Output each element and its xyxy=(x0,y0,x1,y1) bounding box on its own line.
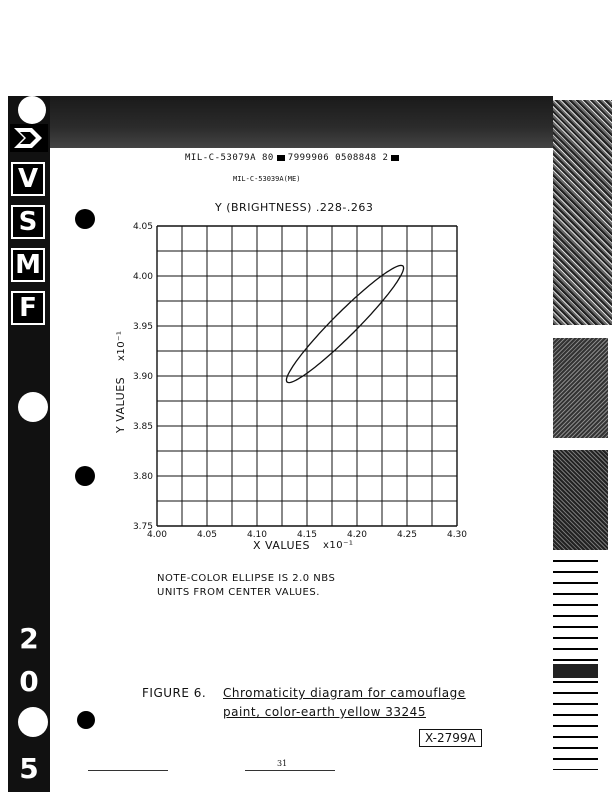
document-subheader: MIL-C-53039A(ME) xyxy=(233,175,301,183)
y-axis-label: Y VALUES xyxy=(114,376,127,433)
index-number: 0 xyxy=(19,665,39,698)
document-code: X-2799A xyxy=(419,729,482,747)
y-tick-label: 4.05 xyxy=(132,222,153,232)
color-tolerance-ellipse xyxy=(286,265,403,382)
note-line: NOTE-COLOR ELLIPSE IS 2.0 NBS xyxy=(157,573,336,584)
x-tick-label: 4.10 xyxy=(246,530,268,540)
chart-title: Y (BRIGHTNESS) .228-.263 xyxy=(215,201,374,214)
y-tick-label: 4.00 xyxy=(132,272,153,282)
y-tick-label: 3.80 xyxy=(132,472,153,482)
y-axis-unit: x10⁻¹ xyxy=(116,330,127,361)
x-tick-label: 4.30 xyxy=(446,530,468,540)
y-tick-label: 3.85 xyxy=(132,422,153,432)
note-line: UNITS FROM CENTER VALUES. xyxy=(157,587,320,598)
index-letter-s: S xyxy=(11,205,45,239)
header-code: 7999906 0508848 2 xyxy=(287,153,389,163)
figure-label: FIGURE 6. xyxy=(142,686,207,700)
x-tick-label: 4.20 xyxy=(346,530,368,540)
chart-ticks xyxy=(133,222,467,540)
chart-note xyxy=(157,572,335,600)
figure-caption: paint, color-earth yellow 33245 xyxy=(223,705,426,719)
footer-rule xyxy=(245,770,335,771)
y-tick-label: 3.90 xyxy=(132,372,153,382)
index-letter-m: M xyxy=(11,248,45,282)
footer-rule xyxy=(88,770,168,771)
ellipse-layer xyxy=(286,265,403,382)
y-tick-label: 3.75 xyxy=(132,522,153,532)
x-axis-label: X VALUES xyxy=(253,539,310,552)
x-tick-label: 4.05 xyxy=(196,530,218,540)
x-tick-label: 4.15 xyxy=(296,530,318,540)
x-axis-unit: x10⁻¹ xyxy=(323,540,354,551)
page-number: 31 xyxy=(277,759,288,768)
index-number: 2 xyxy=(19,622,39,655)
figure-caption: Chromaticity diagram for camouflage xyxy=(223,686,466,700)
index-letter-v: V xyxy=(11,162,45,196)
header-spec: MIL-C-53079A 80 xyxy=(185,153,274,163)
x-tick-label: 4.00 xyxy=(146,530,168,540)
chart-grid xyxy=(157,226,457,526)
index-number: 5 xyxy=(19,752,39,785)
y-tick-label: 3.95 xyxy=(132,322,153,332)
x-tick-label: 4.25 xyxy=(396,530,418,540)
index-letter-f: F xyxy=(11,291,45,325)
